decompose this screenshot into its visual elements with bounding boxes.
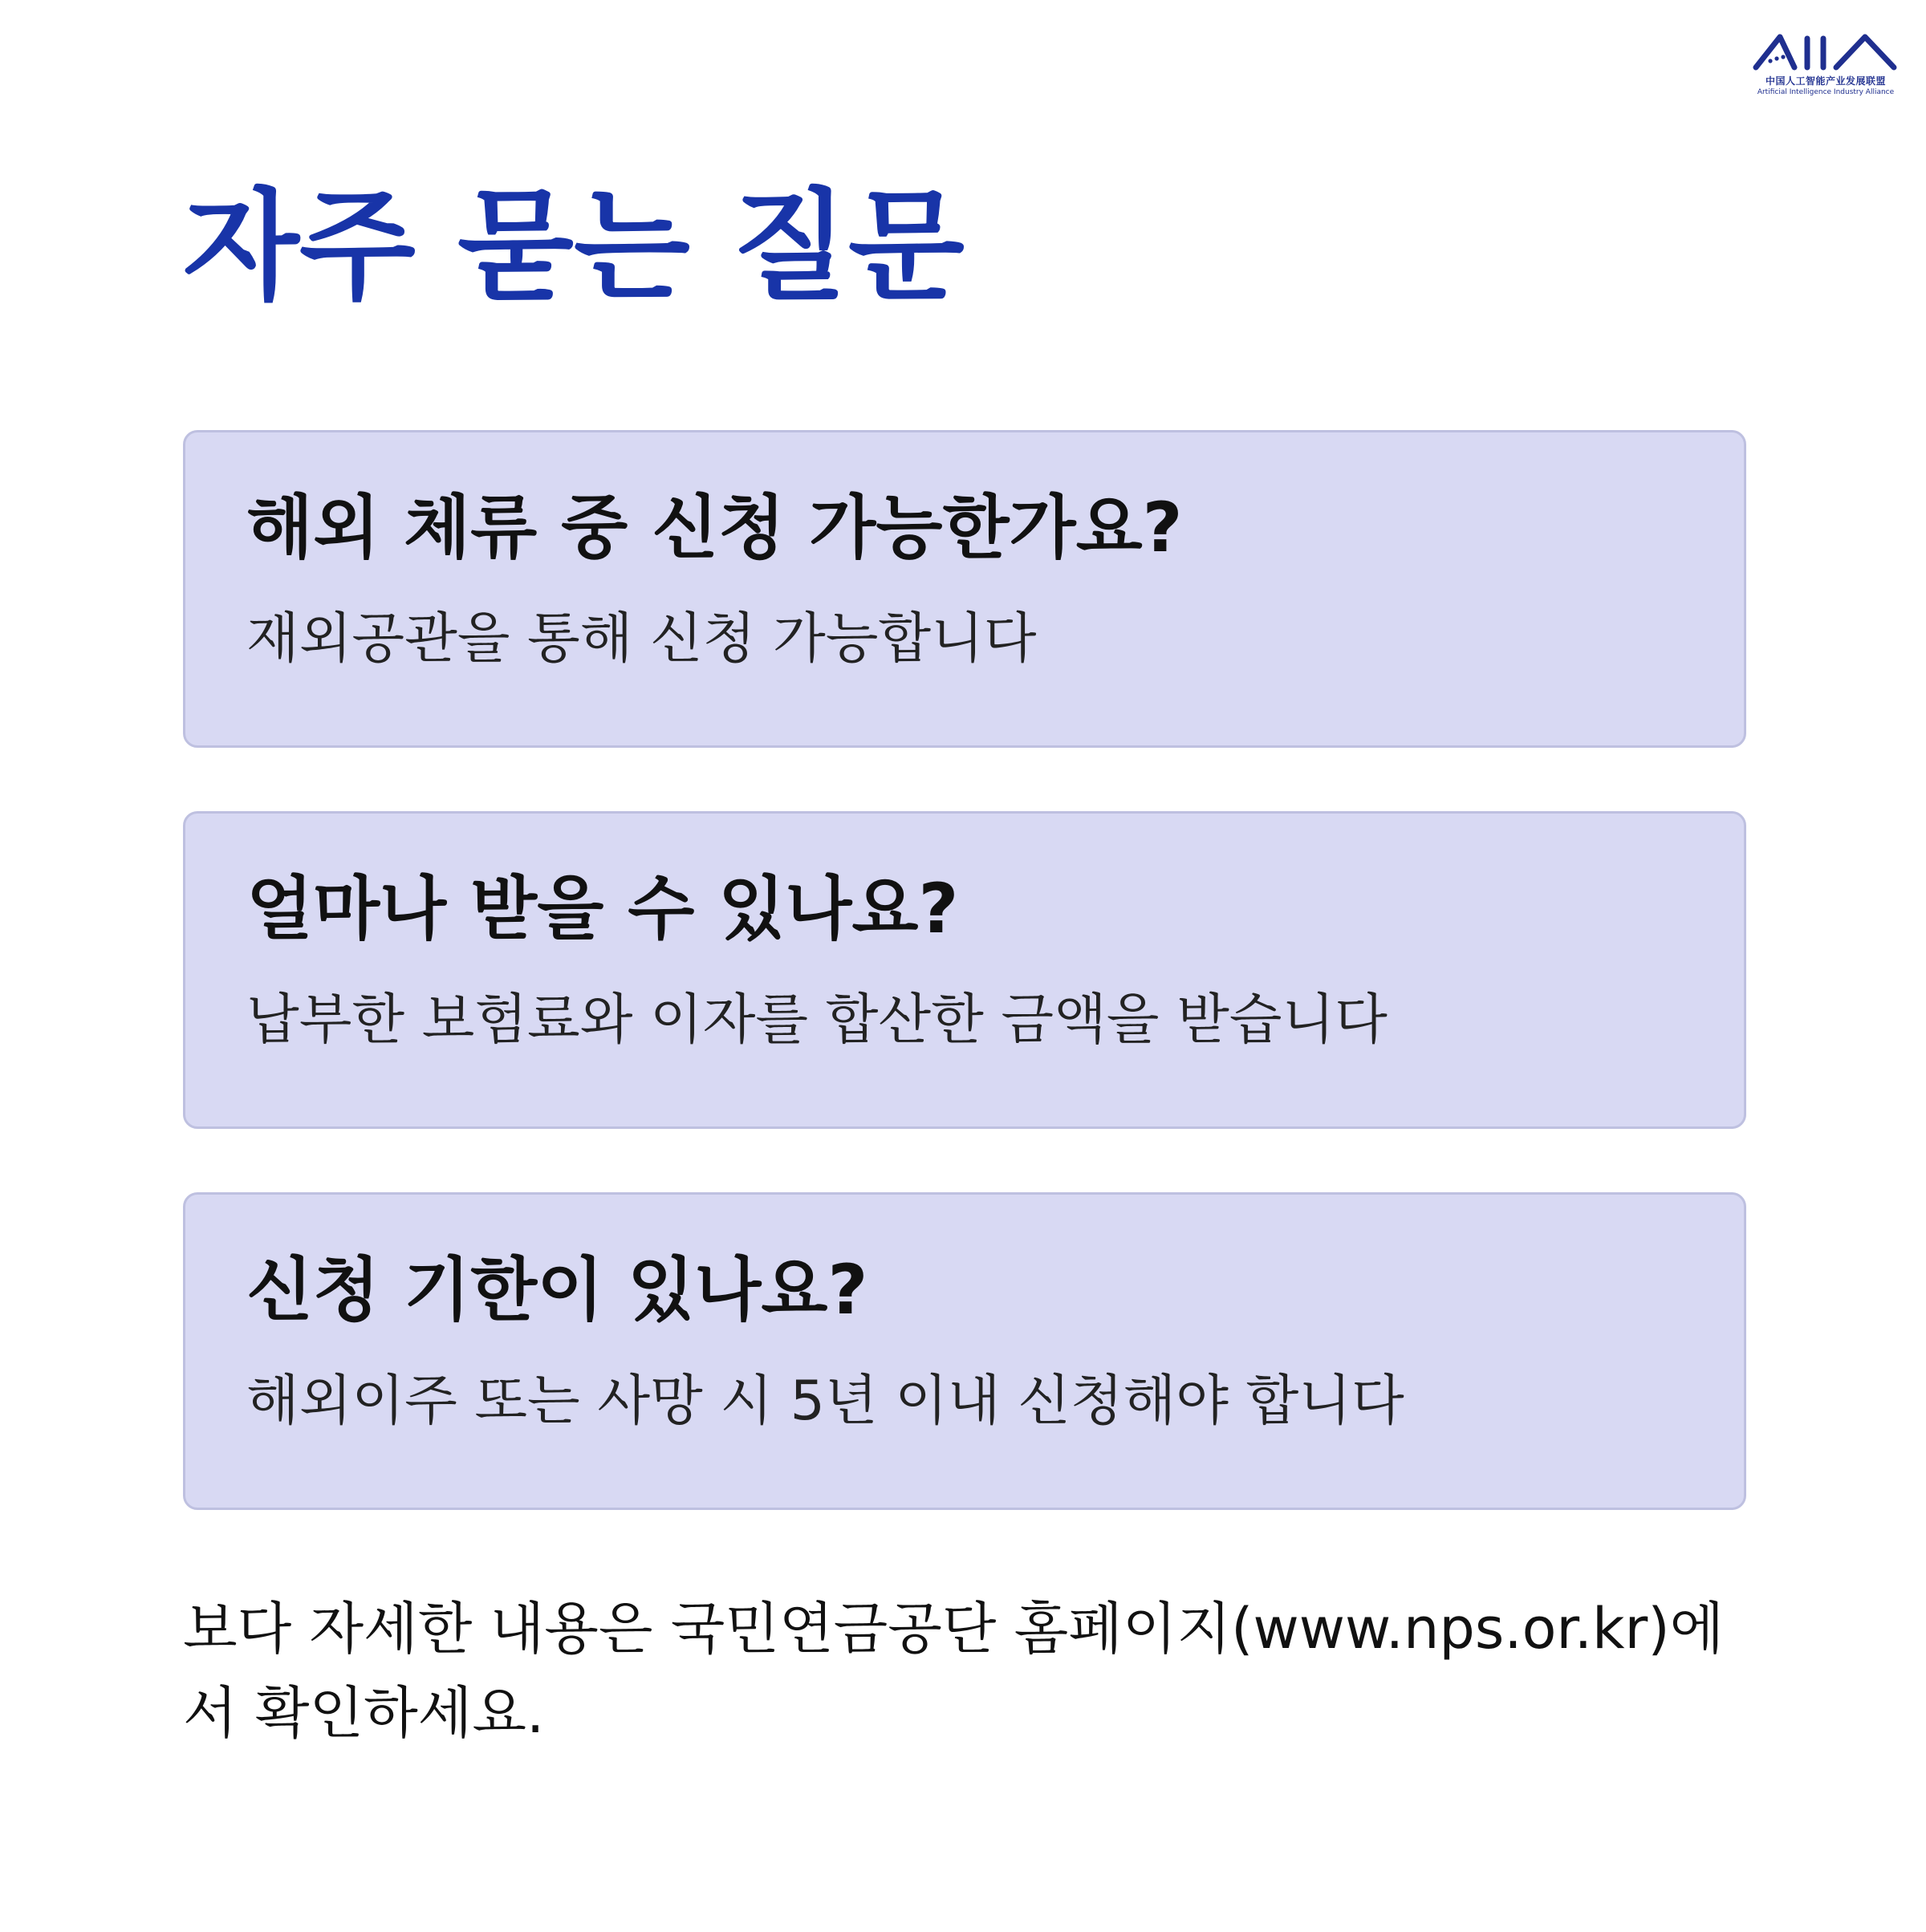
faq-question: 신청 기한이 있나요? [246, 1250, 868, 1330]
faq-card-amount [183, 811, 1746, 1129]
logo-english-name: Artificial Intelligence Industry Alliance [1757, 88, 1895, 96]
page-title: 자주 묻는 질문 [183, 177, 965, 317]
faq-question: 얼마나 받을 수 있나요? [246, 869, 959, 949]
faq-card-overseas-stay [183, 430, 1746, 748]
faq-question: 해외 체류 중 신청 가능한가요? [246, 488, 1183, 568]
faq-answer: 재외공관을 통해 신청 가능합니다 [246, 607, 1037, 671]
footer-note: 보다 자세한 내용은 국민연금공단 홈페이지(www.nps.or.kr)에서 확인하세요. [183, 1596, 1725, 1746]
logo-chinese-name: 中国人工智能产业发展联盟 [1765, 75, 1886, 87]
faq-card-deadline [183, 1192, 1746, 1510]
faq-answer: 납부한 보험료와 이자를 합산한 금액을 받습니다 [246, 988, 1388, 1052]
faq-answer: 해외이주 또는 사망 시 5년 이내 신청해야 합니다 [246, 1369, 1404, 1433]
aiia-logo-mark-icon [1753, 32, 1899, 71]
aiia-logo [1749, 32, 1902, 101]
